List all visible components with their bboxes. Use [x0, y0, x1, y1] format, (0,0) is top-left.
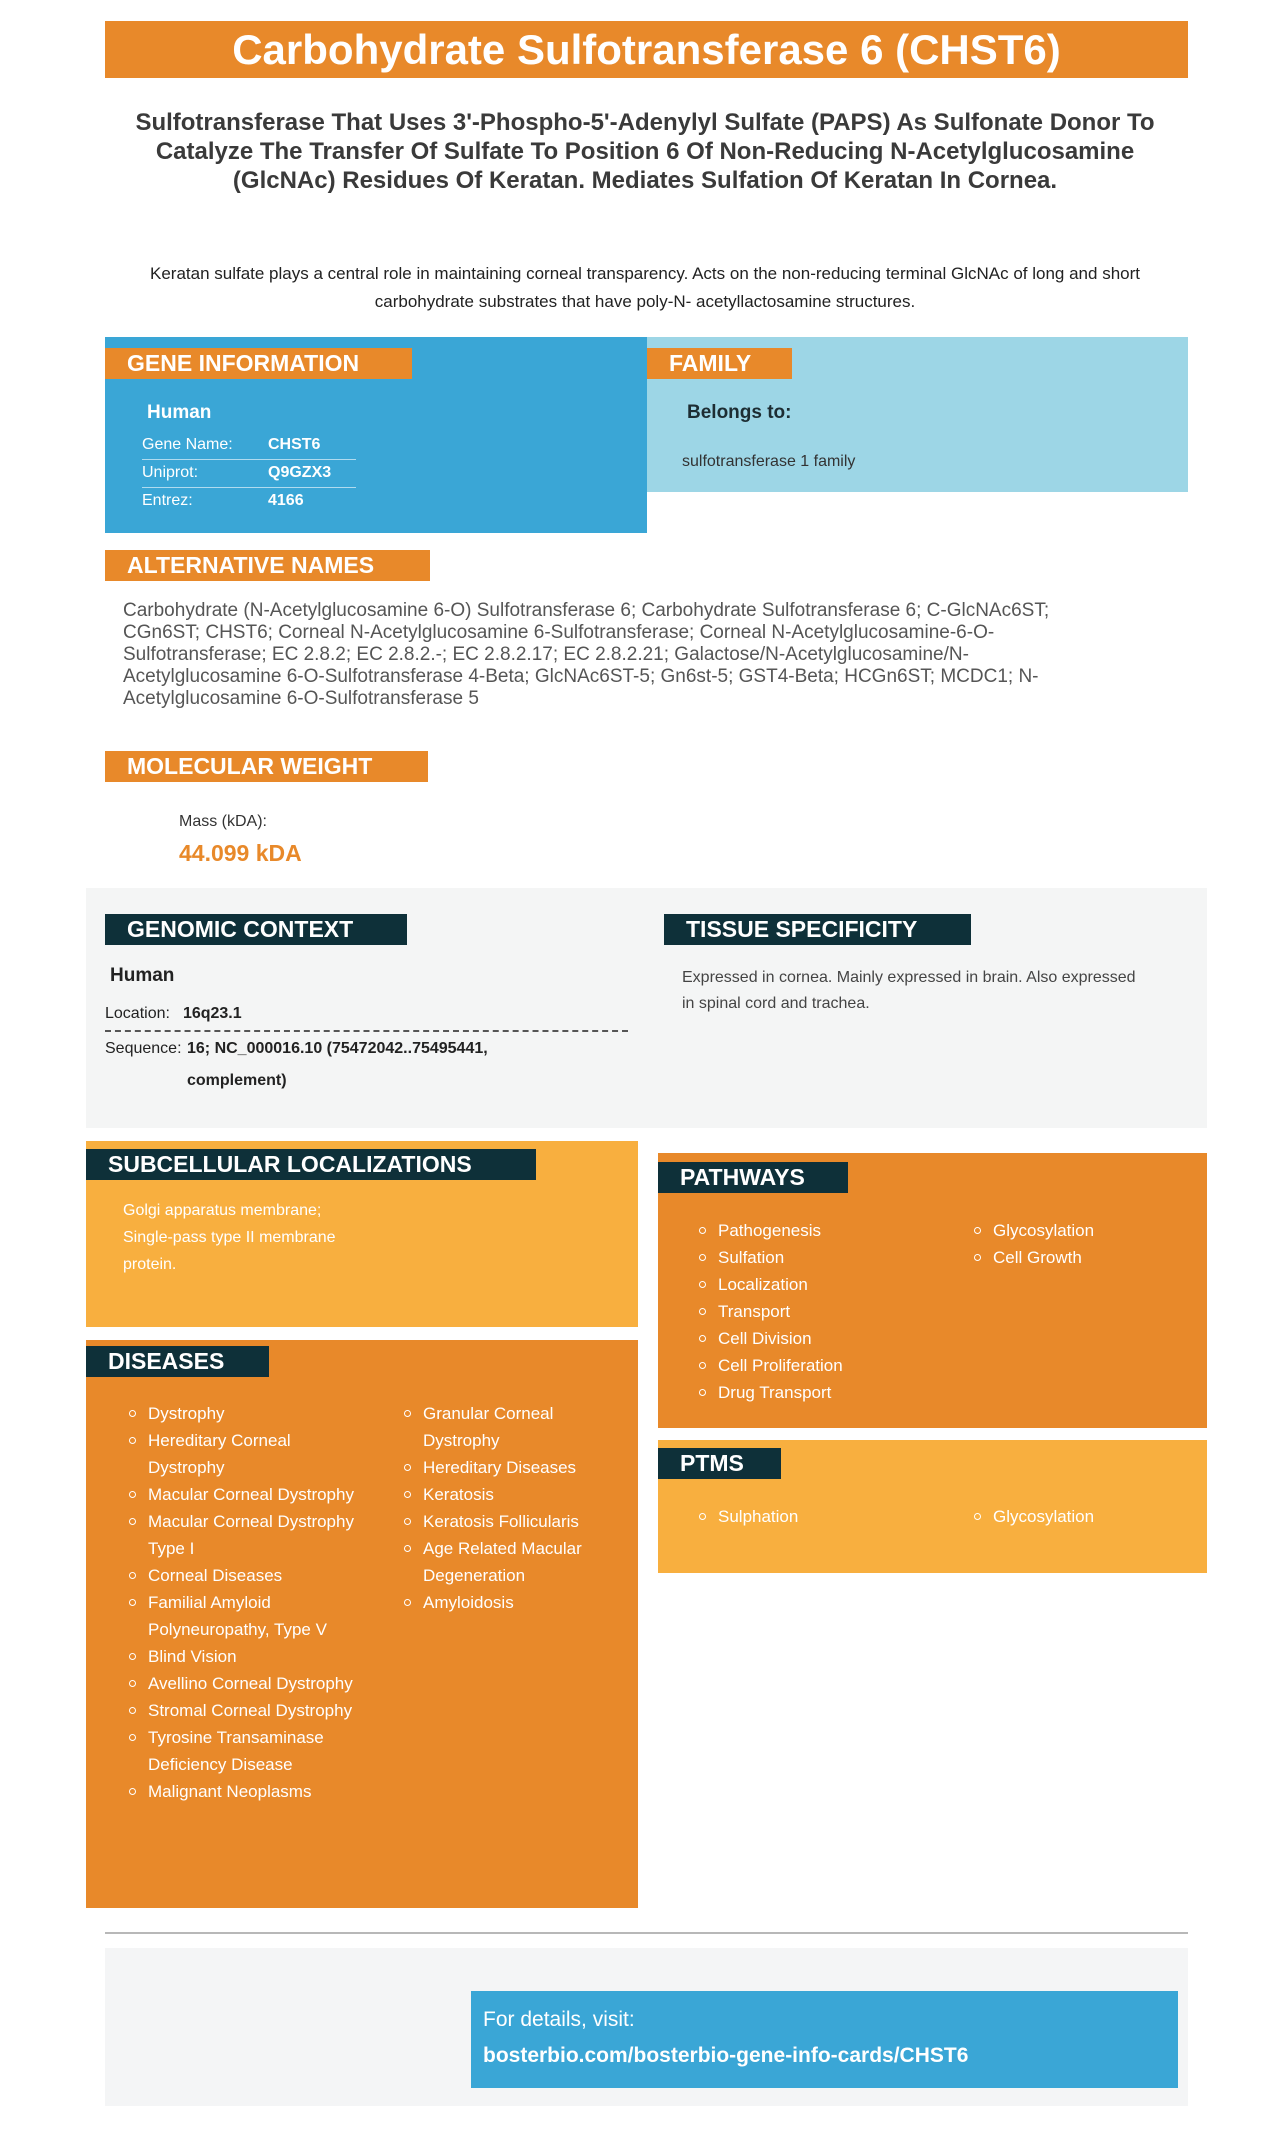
list-item: Dystrophy: [126, 1400, 361, 1427]
details-label: For details, visit:: [483, 2008, 635, 2031]
list-item: Tyrosine Transaminase Deficiency Disease: [126, 1724, 361, 1778]
row-divider: [142, 487, 356, 488]
row-divider: [142, 459, 356, 460]
gene-species: Human: [147, 402, 212, 423]
list-item: Keratosis: [401, 1481, 611, 1508]
diseases-heading: DISEASES: [86, 1346, 269, 1377]
list-item: Macular Corneal Dystrophy Type I: [126, 1508, 361, 1562]
pathways-list-col1: [696, 1217, 956, 1406]
uniprot-label: Uniprot:: [142, 464, 199, 481]
details-link[interactable]: [471, 1991, 1178, 2088]
list-item: Age Related Macular Degeneration: [401, 1535, 611, 1589]
list-item: Keratosis Follicularis: [401, 1508, 611, 1535]
mass-label: Mass (kDA):: [179, 813, 267, 830]
entrez-value: 4166: [268, 492, 304, 509]
protein-function-summary: Sulfotransferase That Uses 3'-Phospho-5'-Adenylyl Sulfate (PAPS) As Sulfonate Donor To Catalyze The Transfer Of Sulfate To Position 6 Of Non-Reducing N-Acetylglucosamine (GlcNAc) Residues Of Keratan. Mediates Sulfation Of Keratan In Cornea.: [135, 109, 1155, 194]
pathways-heading: PATHWAYS: [658, 1162, 848, 1193]
uniprot-value: Q9GZX3: [268, 464, 332, 481]
family-belongs-label: Belongs to:: [687, 402, 792, 423]
alternative-names-text: Carbohydrate (N-Acetylglucosamine 6-O) Sulfotransferase 6; Carbohydrate Sulfotransferase 6; C-GlcNAc6ST; CGn6ST; CHST6; Corneal N-Acetylglucosamine 6-Sulfotransferase; Corneal N-Acetylglucosamine-6-O-Sulfotransferase; EC 2.8.2; EC 2.8.2.-; EC 2.8.2.17; EC 2.8.2.21; Galactose/N-Acetylglucosamine/N-Acetylglucosamine 6-O-Sulfotransferase 4-Beta; GlcNAc6ST-5; Gn6st-5; GST4-Beta; HCGn6ST; MCDC1; N-Acetylglucosamine 6-O-Sulfotransferase 5: [123, 600, 1050, 709]
tissue-specificity-heading: TISSUE SPECIFICITY: [664, 914, 971, 945]
mass-value: 44.099 kDA: [179, 840, 302, 866]
list-item: Hereditary Corneal Dystrophy: [126, 1427, 361, 1481]
gene-name-row: [142, 436, 320, 454]
list-item: Blind Vision: [126, 1643, 361, 1670]
details-url[interactable]: bosterbio.com/bosterbio-gene-info-cards/CHST6: [483, 2044, 969, 2067]
gene-information-heading: GENE INFORMATION: [105, 348, 412, 379]
diseases-list-col1: [126, 1400, 361, 1805]
sequence-label: Sequence:: [105, 1040, 182, 1057]
ptms-list-col2: [971, 1503, 1181, 1530]
location-label: Location:: [105, 1005, 170, 1022]
list-item: Cell Division: [696, 1325, 956, 1352]
subcellular-text: Golgi apparatus membrane; Single-pass type II membrane protein.: [123, 1202, 336, 1273]
gene-name-value: CHST6: [268, 436, 321, 453]
list-item: Corneal Diseases: [126, 1562, 361, 1589]
list-item: Malignant Neoplasms: [126, 1778, 361, 1805]
list-item: Avellino Corneal Dystrophy: [126, 1670, 361, 1697]
entrez-label: Entrez:: [142, 492, 193, 509]
location-divider: [105, 1030, 628, 1032]
entrez-row: [142, 492, 304, 510]
list-item: Localization: [696, 1271, 956, 1298]
list-item: Macular Corneal Dystrophy: [126, 1481, 361, 1508]
list-item: Stromal Corneal Dystrophy: [126, 1697, 361, 1724]
list-item: Amyloidosis: [401, 1589, 611, 1616]
list-item: Granular Corneal Dystrophy: [401, 1400, 611, 1454]
subcellular-heading: SUBCELLULAR LOCALIZATIONS: [86, 1149, 536, 1180]
page-title: Carbohydrate Sulfotransferase 6 (CHST6): [105, 21, 1188, 78]
list-item: Sulfation: [696, 1244, 956, 1271]
sequence-value-line2: complement): [187, 1072, 287, 1089]
list-item: Cell Proliferation: [696, 1352, 956, 1379]
ptms-list-col1: [696, 1503, 956, 1530]
list-item: Cell Growth: [971, 1244, 1181, 1271]
location-value: 16q23.1: [182, 1005, 242, 1022]
list-item: Transport: [696, 1298, 956, 1325]
gene-name-label: Gene Name:: [142, 436, 233, 453]
location-row: [105, 1005, 242, 1023]
tissue-specificity-text: Expressed in cornea. Mainly expressed in brain. Also expressed in spinal cord and trachea.: [682, 969, 1136, 1012]
family-value: sulfotransferase 1 family: [682, 453, 856, 470]
uniprot-row: [142, 464, 331, 482]
pathways-list-col2: [971, 1217, 1181, 1271]
diseases-list-col2: [401, 1400, 611, 1616]
alternative-names-heading: ALTERNATIVE NAMES: [105, 550, 430, 581]
genomic-context-heading: GENOMIC CONTEXT: [105, 914, 407, 945]
list-item: Pathogenesis: [696, 1217, 956, 1244]
footer-divider: [105, 1932, 1188, 1934]
sequence-value-line1: 16; NC_000016.10 (75472042..75495441,: [187, 1040, 488, 1057]
list-item: Glycosylation: [971, 1217, 1181, 1244]
list-item: Drug Transport: [696, 1379, 956, 1406]
intro-paragraph: Keratan sulfate plays a central role in maintaining corneal transparency. Acts on the non-reducing terminal GlcNAc of long and short carbohydrate substrates that have poly-N- acetyllactosamine structures.: [149, 264, 1140, 311]
list-item: Sulphation: [696, 1503, 956, 1530]
family-heading: FAMILY: [647, 348, 792, 379]
list-item: Hereditary Diseases: [401, 1454, 611, 1481]
list-item: Familial Amyloid Polyneuropathy, Type V: [126, 1589, 361, 1643]
molecular-weight-heading: MOLECULAR WEIGHT: [105, 751, 428, 782]
list-item: Glycosylation: [971, 1503, 1181, 1530]
genomic-species: Human: [110, 965, 175, 986]
ptms-heading: PTMS: [658, 1448, 781, 1479]
